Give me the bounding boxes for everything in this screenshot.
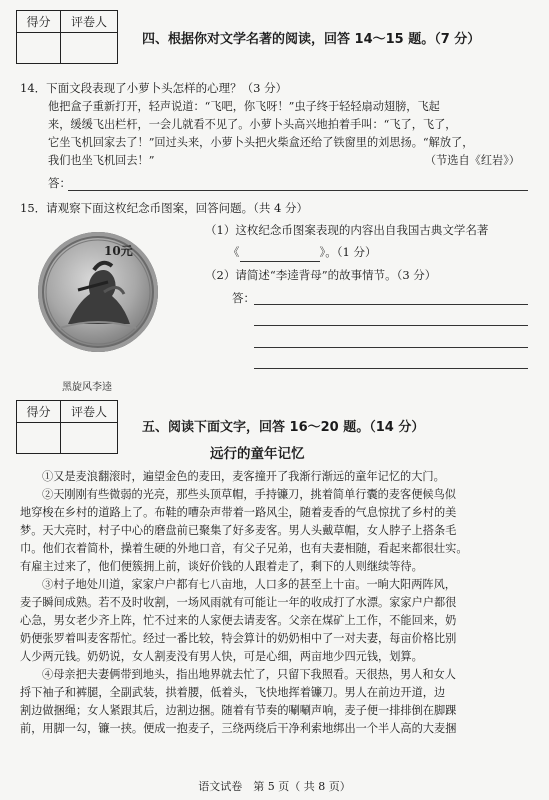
- q15-sub2: （2）请简述“李逵背母”的故事情节。（3 分）: [205, 268, 437, 282]
- grader-label: 评卷人: [61, 401, 117, 423]
- commemorative-coin-image: [38, 232, 158, 352]
- passage-line: 我们也坐飞机回去！”: [48, 154, 155, 167]
- grader-cell: [61, 33, 117, 63]
- q14-prompt: 14．下面文段表现了小萝卜头怎样的心理？（3 分）: [20, 81, 288, 95]
- score-cell: [17, 423, 61, 453]
- essay-body: [20, 468, 532, 738]
- essay-line: 捋下袖子和裤腿，全副武装，拱着腰，低着头，飞快地挥着镰刀。男人在前边开道，边: [20, 686, 446, 699]
- score-box-section4: [16, 10, 118, 64]
- score-label: 得分: [17, 11, 61, 33]
- q14-answer-line[interactable]: [68, 190, 528, 191]
- essay-line: 梦。天大亮时，村子中心的磨盘前已聚集了好多麦客。男人头戴草帽，女人脖子上搭条毛: [20, 524, 457, 537]
- q14-passage: [20, 98, 528, 170]
- coin-denomination: 10元: [104, 244, 133, 258]
- essay-line: 麦子瞬间成熟。若不及时收割，一场风雨就有可能让一年的收成打了水漂。家家户户都很: [20, 596, 457, 609]
- li-kui-figure-icon: [38, 232, 158, 352]
- essay-paragraph-1: ①又是麦浪翻滚时，遍望金色的麦田，麦客撞开了我渐行渐远的童年记忆的大门。: [42, 470, 445, 483]
- q15-sub1: [205, 222, 488, 239]
- essay-line: ②天刚刚有些微弱的光亮，那些头顶草帽，手持镰刀，挑着简单行囊的麦客便候鸟似: [42, 488, 456, 501]
- passage-line: 它坐飞机回家去了！”回过头来，小萝卜头把火柴盒还给了铁窗里的刘思扬。“解放了，: [48, 136, 474, 149]
- essay-line: ④母亲把夫妻俩带到地头，指出地界就去忙了，只留下我照看。天很热，男人和女人: [42, 668, 456, 681]
- essay-line: ③村子地处川道，家家户户都有七八亩地，人口多的甚至上十亩。一晌大阳两阵风，: [42, 578, 456, 591]
- essay-title: 远行的童年记忆: [210, 446, 305, 462]
- q15-sub1-blank: [228, 244, 376, 262]
- q15-answer-label: 答：: [232, 291, 255, 305]
- page-footer: 语文试卷 第 5 页（ 共 8 页）: [198, 780, 351, 793]
- q15-answer-line-2[interactable]: [254, 325, 528, 326]
- grader-label: 评卷人: [61, 11, 117, 33]
- essay-line: 巾。他们衣着简朴，操着生硬的外地口音，有父子兄弟，也有夫妻相随，看起来都很壮实。: [20, 542, 468, 555]
- q15-prompt: 15．请观察下面这枚纪念币图案，回答问题。（共 4 分）: [20, 201, 309, 215]
- passage-line: 来，缓缓飞出栏杆，一会儿就看不见了。小萝卜头高兴地拍着手叫：“飞了，飞了，: [48, 118, 457, 131]
- score-cell: [17, 33, 61, 63]
- essay-line: 割边做捆绳；女人紧跟其后，边割边捆。随着有节奏的唰唰声响，麦子便一排排倒在脚踝: [20, 704, 457, 717]
- score-box-section5: [16, 400, 118, 454]
- book-title-blank[interactable]: [240, 244, 320, 262]
- coin-caption: 黑旋风李逵: [62, 382, 112, 393]
- book-title-close: 》。（1 分）: [319, 245, 377, 259]
- book-title-open: 《: [228, 245, 240, 259]
- essay-line: 前，用脚一勾，镰一挟。便成一抱麦子，三绕两绕后干净利索地绑出一个半人高的大麦捆: [20, 722, 457, 735]
- q15-answer-line-4[interactable]: [254, 368, 528, 369]
- score-label: 得分: [17, 401, 61, 423]
- section5-heading: 五、阅读下面文字，回答 16～20 题。（14 分）: [142, 420, 425, 435]
- q15-answer-line-1[interactable]: [254, 304, 528, 305]
- q14-answer-label: 答：: [48, 176, 71, 190]
- section4-heading: 四、根据你对文学名著的阅读，回答 14～15 题。（7 分）: [142, 32, 481, 47]
- q15-answer-line-3[interactable]: [254, 347, 528, 348]
- essay-line: 奶便张罗着叫麦客帮忙。经过一番比较，特会算计的奶奶相中了一对夫妻，每亩价格比别: [20, 632, 457, 645]
- passage-line: 他把盒子重新打开，轻声说道：“飞吧，你飞呀！”虫子终于轻轻扇动翅膀，飞起: [48, 100, 440, 113]
- grader-cell: [61, 423, 117, 453]
- essay-line: 地穿梭在乡村的道路上了。布鞋的嘈杂声带着一路风尘，随着麦香的气息惊扰了乡村的美: [20, 506, 457, 519]
- essay-line: 有雇主过来了，他们便簇拥上前，谈好价钱的人跟着走了，剩下的人则继续等待。: [20, 560, 423, 573]
- passage-source: （节选自《红岩》）: [424, 154, 520, 167]
- q15-sub1-text: （1）这枚纪念币图案表现的内容出自我国古典文学名著: [205, 223, 489, 237]
- essay-line: 人少两元钱。奶奶说，女人割麦没有男人快，可是心细，两亩地少四元钱，划算。: [20, 650, 423, 663]
- essay-line: 心急，男女老少齐上阵，忙不过来的人家便去请麦客。父亲在煤矿上工作，不能回来，奶: [20, 614, 457, 627]
